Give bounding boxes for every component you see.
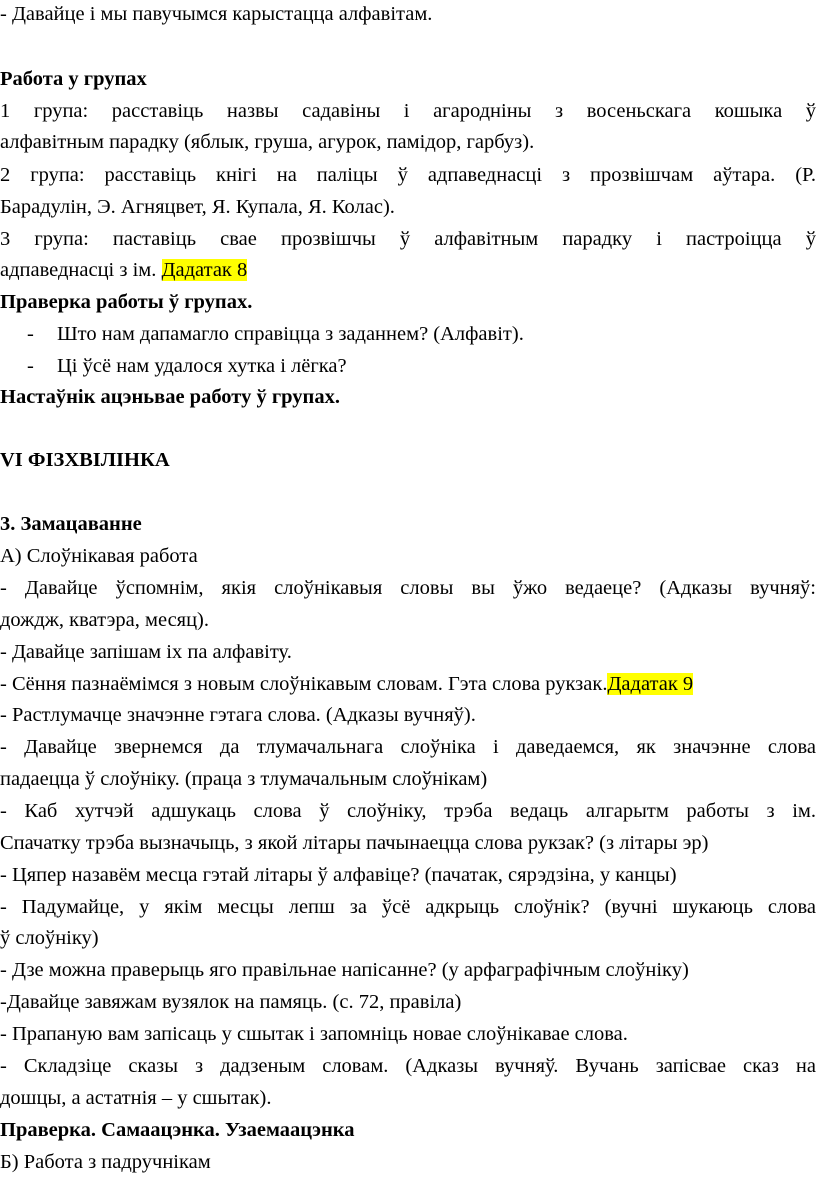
text-line: - Дзе можна праверыць яго правільнае напісанне? (у арфаграфічным слоўніку) (0, 959, 689, 981)
text-line: дождж, кватэра, месяц). (0, 609, 210, 631)
text-line: алфавітным парадку (яблык, груша, агурок, памідор, гарбуз). (0, 131, 535, 153)
appendix-link-9[interactable]: Дадатак 9 (607, 673, 694, 695)
section-heading: Настаўнік ацэньвае работу ў групах. (0, 386, 340, 408)
text-line: -Давайце завяжам вузялок на памяць. (с. 72, правіла) (0, 991, 462, 1013)
text-line: Барадулін, Э. Агняцвет, Я. Купала, Я. Колас). (0, 196, 395, 218)
text-line: - Давайце ўспомнім, якія слоўнікавыя словы вы ўжо ведаеце? (Адказы вучняў: (0, 577, 816, 599)
text-line: ў слоўніку) (0, 927, 99, 949)
list-item: Што нам дапамагло справіцца з заданнем? (Алфавіт). (57, 323, 524, 345)
text-line: А) Слоўнікавая работа (0, 545, 198, 567)
list-item: Ці ўсё нам удалося хутка і лёгка? (57, 355, 347, 377)
text-span: - Сёння пазнаёмімся з новым слоўнікавым словам. Гэта слова рукзак. (0, 673, 608, 695)
text-line (0, 672, 693, 696)
text-line: 2 група: расставіць кнігі на паліцы ў адпаведнасці з прозвішчам аўтара. (Р. (0, 164, 816, 186)
text-line: - Цяпер назавём месца гэтай літары ў алфавіце? (пачатак, сярэдзіна, у канцы) (0, 864, 677, 886)
text-line: - Давайце звернемся да тлумачальнага слоўніка і даведаемся, як значэнне слова (0, 736, 816, 758)
text-line: - Складзіце сказы з дадзеным словам. (Адказы вучняў. Вучань запісвае сказ на (0, 1055, 816, 1077)
section-heading: Праверка. Самаацэнка. Узаемаацэнка (0, 1119, 355, 1141)
text-line: Б) Работа з падручнікам (0, 1151, 211, 1173)
text-line: падаецца ў слоўніку. (праца з тлумачальным слоўнікам) (0, 768, 488, 790)
text-line: - Каб хутчэй адшукаць слова ў слоўніку, трэба ведаць алгарытм работы з ім. (0, 800, 816, 822)
text-line: - Давайце запішам іх па алфавіту. (0, 641, 292, 663)
text-line: дошцы, а астатнія – у сшытак). (0, 1087, 272, 1109)
text-line: - Давайце і мы павучымся карыстацца алфавітам. (0, 3, 433, 25)
text-line: 1 група: расставіць назвы садавіны і агародніны з восеньскага кошыка ў (0, 100, 816, 122)
text-line: - Падумайце, у якім месцы лепш за ўсё адкрыць слоўнік? (вучні шукаюць слова (0, 896, 816, 918)
text-line: Спачатку трэба вызначыць, з якой літары пачынаецца слова рукзак? (з літары эр) (0, 832, 709, 854)
appendix-link-8[interactable]: Дадатак 8 (161, 259, 248, 281)
section-heading: 3. Замацаванне (0, 513, 142, 535)
section-heading: Праверка работы ў групах. (0, 291, 253, 313)
text-line: - Прапаную вам запісаць у сшытак і запомніць новае слоўнікавае слова. (0, 1023, 628, 1045)
section-heading: VI ФІЗХВІЛІНКА (0, 449, 170, 471)
text-span: адпаведнасці з ім. (0, 259, 157, 281)
section-heading: Работа у групах (0, 68, 147, 90)
text-line: - Растлумачце значэнне гэтага слова. (Адказы вучняў). (0, 704, 476, 726)
text-line: 3 група: паставіць свае прозвішчы ў алфавітным парадку і пастроіцца ў (0, 228, 816, 250)
list-bullet: - (27, 355, 34, 377)
list-bullet: - (27, 323, 34, 345)
text-line (0, 258, 247, 282)
